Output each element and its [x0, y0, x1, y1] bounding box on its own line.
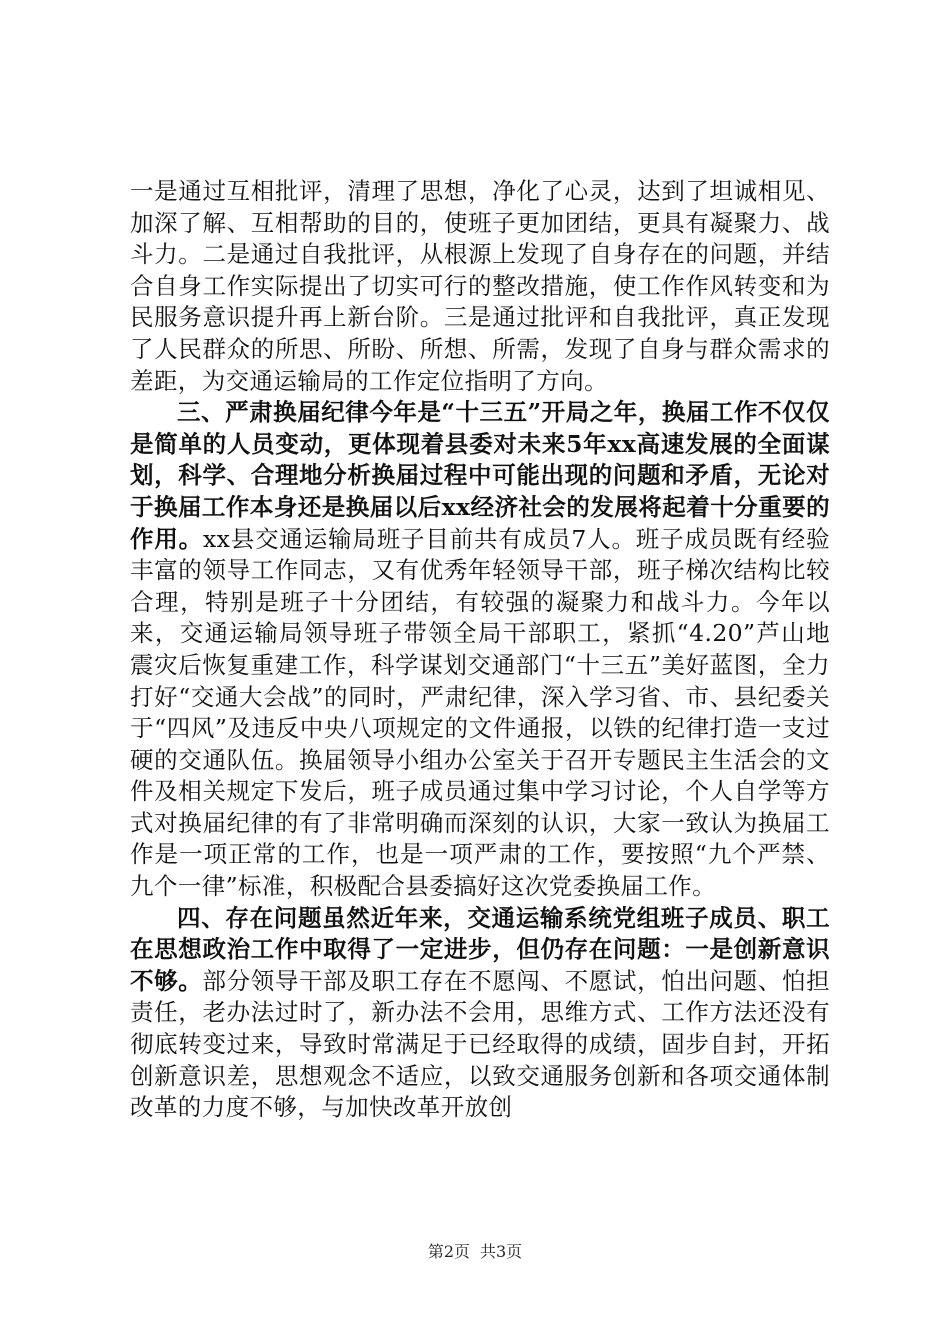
paragraph-election-discipline — [130, 397, 830, 903]
paragraph-text: xx县交通运输局班子目前共有成员7人。班子成员既有经验丰富的领导工作同志，又有优秀年轻领导干部，班子梯次结构比较合理，特别是班子十分团结，有较强的凝聚力和战斗力。今年以来，交通运输局领导班子带领全局干部职工，紧抓“4.20”芦山地震灾后恢复重建工作，科学谋划交通部门“十三五”美好蓝图，全力打好“交通大会战”的同时，严肃纪律，深入学习省、市、县纪委关于“四风”及违反中央八项规定的文件通报，以铁的纪律打造一支过硬的交通队伍。换届领导小组办公室关于召开专题民主生活会的文件及相关规定下发后，班子成员通过集中学习讨论，个人自学等方式对换届纪律的有了非常明确而深刻的认识，大家一致认为换届工作是一项正常的工作，也是一项严肃的工作，要按照“九个严禁、九个一律”标准，积极配合县委搞好这次党委换届工作。 — [130, 524, 830, 901]
paragraph-text: 部分领导干部及职工存在不愿闯、不愿试，怕出问题、怕担责任，老办法过时了，新办法不会用，思维方式、工作方法还没有彻底转变过来，导致时常满足于已经取得的成绩，固步自封，开拓创新意识差，思想观念不适应，以致交通服务创新和各项交通体制改革的力度不够，与加快改革开放创 — [130, 966, 831, 1122]
paragraph-criticism-results — [130, 176, 830, 397]
section-heading-three: 三、严肃换届纪律今年是“十三五”开局之年，换届工作不仅仅是简单的人员变动，更体现着县委对未来5年xx高速发展的全面谋划，科学、合理地分析换届过程中可能出现的问题和矛盾，无论对于换届工作本身还是换届以后xx经济社会的发展将起着十分重要的作用。 — [130, 398, 830, 553]
paragraph-text: 一是通过互相批评，清理了思想，净化了心灵，达到了坦诚相见、加深了解、互相帮助的目的，使班子更加团结，更具有凝聚力、战斗力。二是通过自我批评，从根源上发现了自身存在的问题，并结合自身工作实际提出了切实可行的整改措施，使工作作风转变和为民服务意识提升再上新台阶。三是通过批评和自我批评，真正发现了人民群众的所思、所盼、所想、所需，发现了自身与群众需求的差距，为交通运输局的工作定位指明了方向。 — [130, 177, 830, 395]
page-number: 第2页 — [427, 1242, 470, 1261]
document-body — [130, 176, 830, 1124]
paragraph-existing-problems — [130, 903, 830, 1124]
page-footer — [0, 1242, 950, 1262]
section-heading-four: 四、存在问题虽然近年来，交通运输系统党组班子成员、职工在思想政治工作中取得了一定进步，但仍存在问题：一是创新意识不够。 — [130, 903, 830, 995]
page-total: 共3页 — [480, 1242, 523, 1261]
